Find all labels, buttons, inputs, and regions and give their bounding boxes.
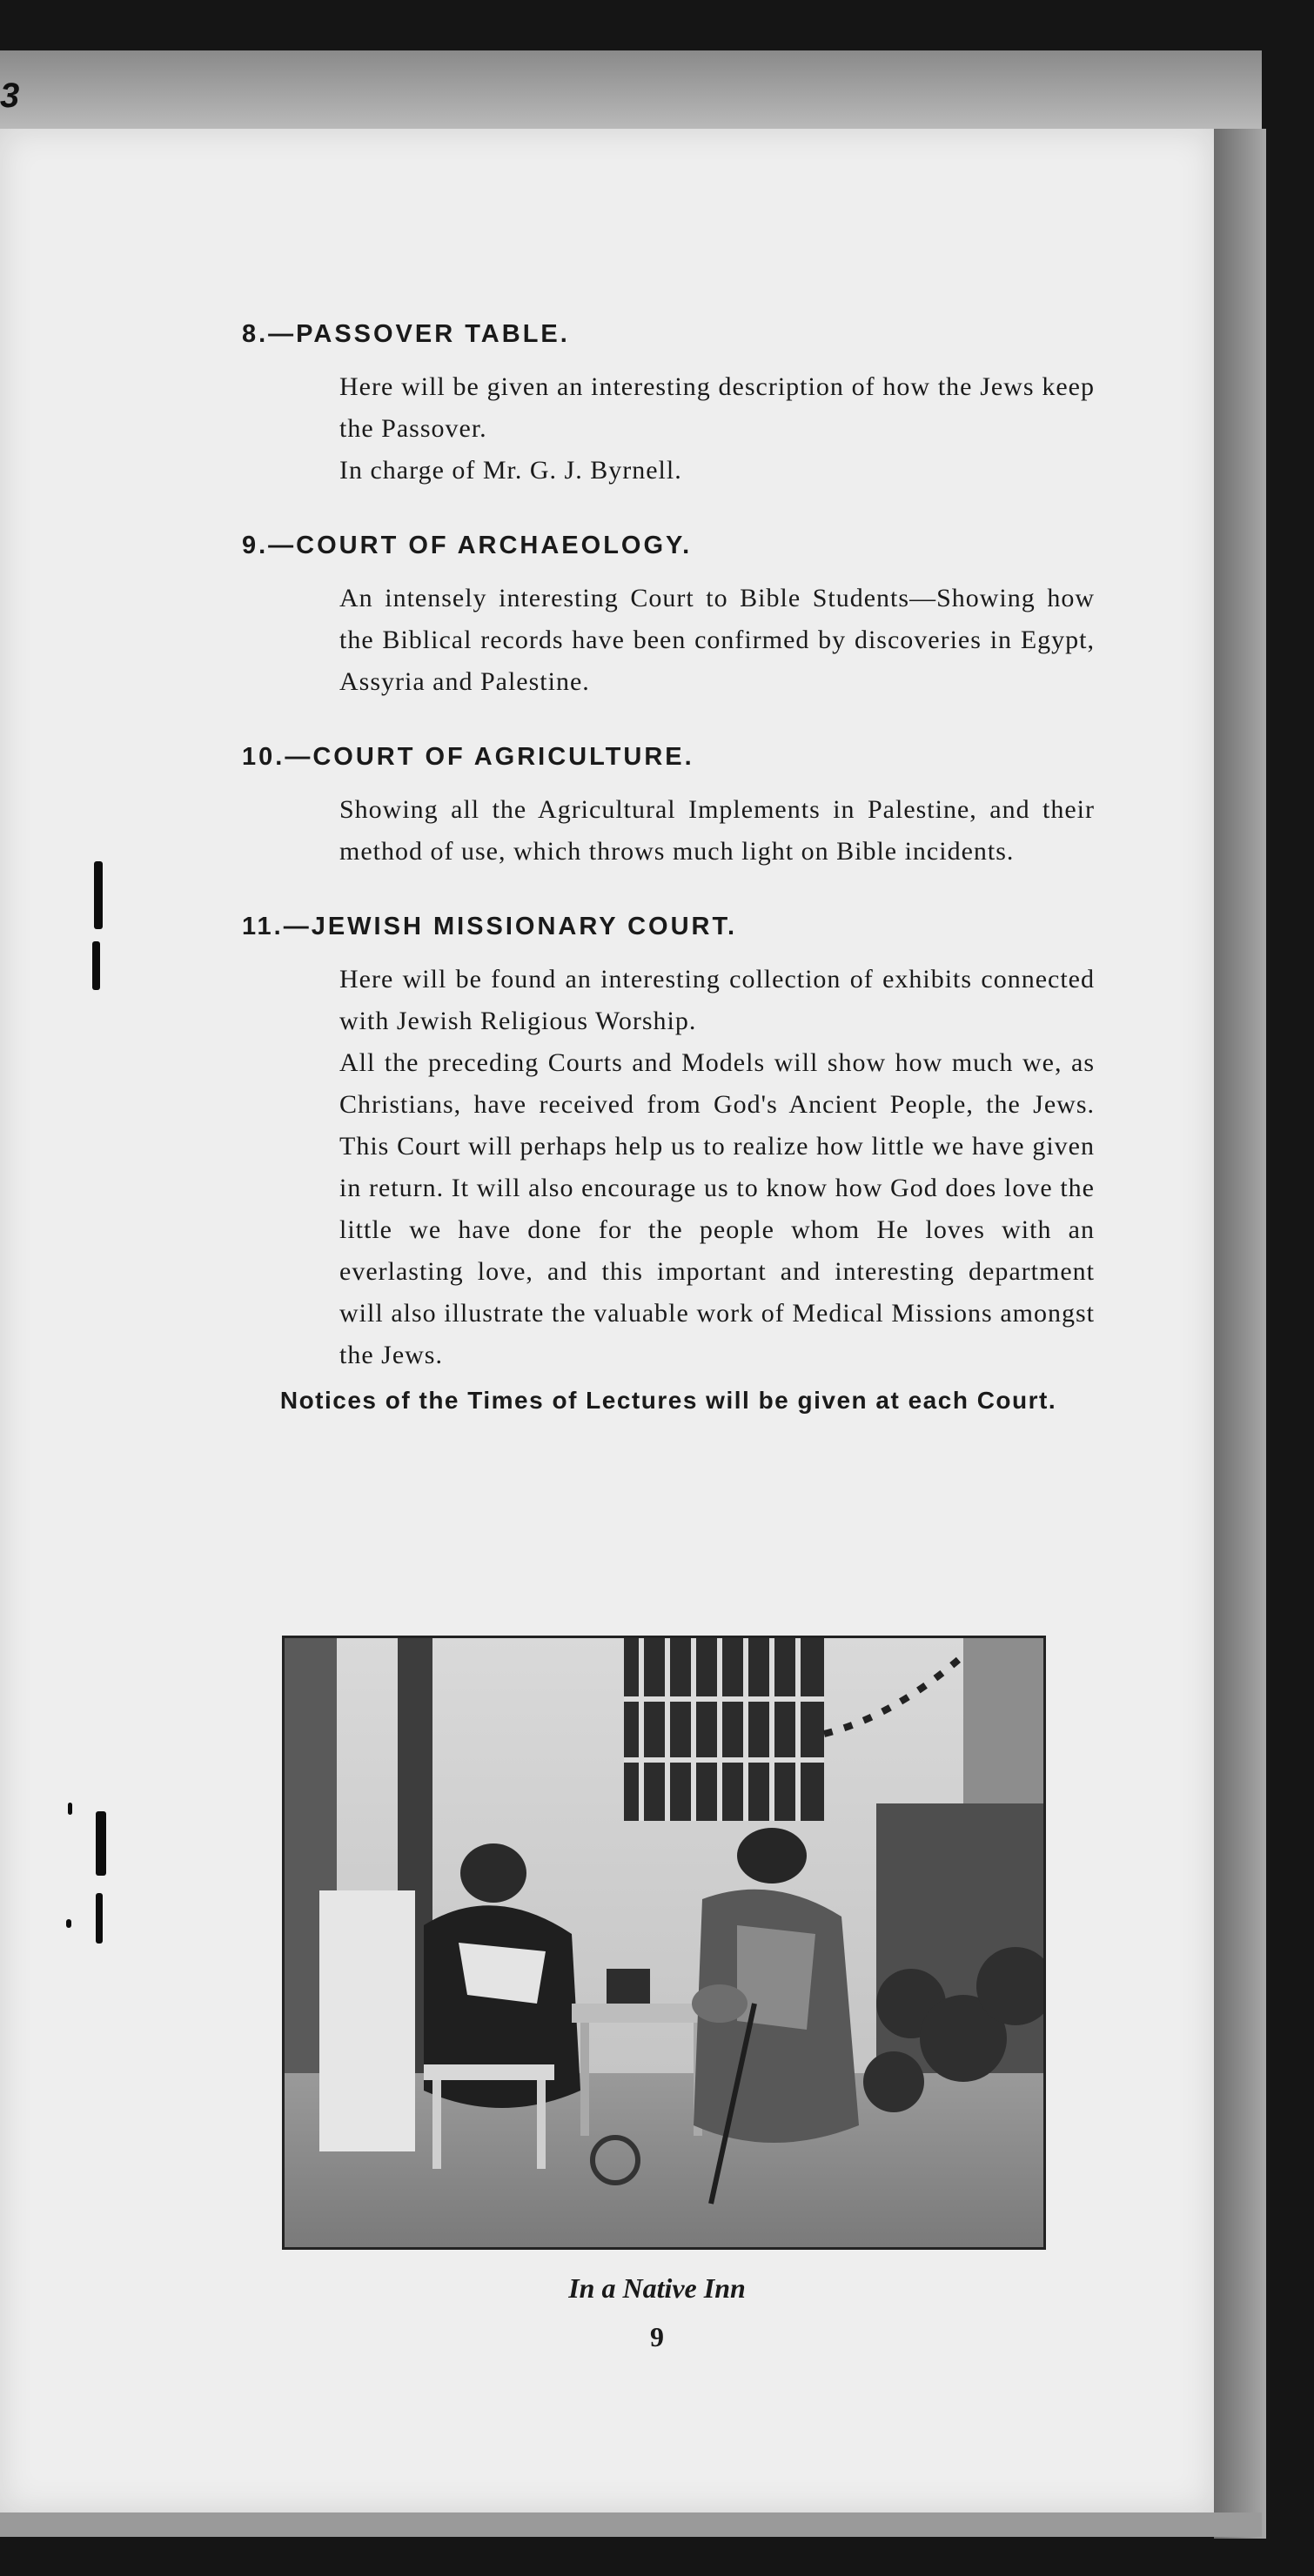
- page-number: 9: [650, 2321, 664, 2352]
- paragraph: In charge of Mr. G. J. Byrnell.: [339, 456, 682, 485]
- lecture-notice: Notices of the Times of Lectures will be given at each Court.: [279, 1387, 1057, 1414]
- section-body: [339, 578, 1095, 703]
- native-inn-photo: [282, 1636, 1046, 2250]
- margin-mark: [94, 861, 103, 929]
- section-heading: 9.—COURT OF ARCHAEOLOGY.: [242, 532, 693, 559]
- paragraph: Here will be given an interesting description of how the Jews keep the Passover.: [339, 372, 1095, 443]
- margin-mark: [66, 1919, 71, 1928]
- page-right-edge: [1214, 129, 1266, 2539]
- photo-caption: In a Native Inn: [568, 2272, 746, 2304]
- section-heading: 8.—PASSOVER TABLE.: [242, 320, 570, 348]
- margin-mark: [92, 941, 100, 990]
- scan-top-strip: [0, 50, 1262, 129]
- section-heading: 11.—JEWISH MISSIONARY COURT.: [242, 913, 738, 940]
- margin-mark: [68, 1803, 72, 1815]
- margin-mark: [96, 1811, 106, 1876]
- margin-mark: [96, 1893, 103, 1944]
- page-content: [242, 320, 1095, 1422]
- section-court-of-archaeology: [242, 532, 1095, 703]
- barred-window: [624, 1638, 824, 1821]
- paragraph: Here will be found an interesting collection of exhibits connected with Jewish Religious Worship.: [339, 965, 1095, 1035]
- photo-illustration: [285, 1638, 1043, 2247]
- section-body: [339, 789, 1095, 873]
- section-court-of-agriculture: [242, 743, 1095, 873]
- paragraph: All the preceding Courts and Models will show how much we, as Christians, have received from God's Ancient People, the Jews. This Court will perhaps help us to realize how little we have given in return. It will also encourage us to know how God does love the little we have done for the people whom He loves with an everlasting love, and this important and interesting department will also illustrate the valuable work of Medical Missions amongst the Jews.: [339, 1048, 1095, 1369]
- corner-page-number: 3: [0, 77, 20, 115]
- section-passover-table: [242, 320, 1095, 492]
- paragraph: An intensely interesting Court to Bible Students—Showing how the Biblical records have been confirmed by discoveries in Egypt, Assyria and Palestine.: [339, 584, 1095, 696]
- section-jewish-missionary-court: [242, 913, 1095, 1376]
- scan-bottom-strip: [0, 2512, 1262, 2537]
- section-body: [339, 959, 1095, 1376]
- section-heading: 10.—COURT OF AGRICULTURE.: [242, 743, 694, 771]
- paragraph: Showing all the Agricultural Implements in Palestine, and their method of use, which throws much light on Bible incidents.: [339, 795, 1095, 866]
- section-body: [339, 366, 1095, 492]
